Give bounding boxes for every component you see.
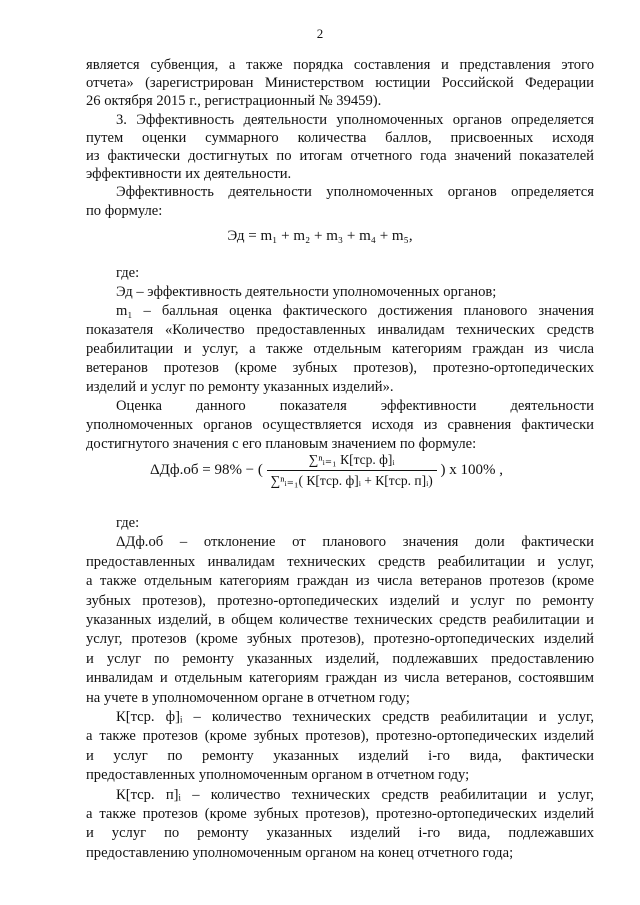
- page-number: 2: [316, 26, 324, 41]
- formula-numerator: ∑ⁿᵢ₌₁ К[тср. ф]ᵢ: [267, 452, 437, 471]
- text-line: достигнутого значения с его плановым значением по формуле:: [86, 436, 477, 452]
- text-line: зубных протезов), протезно-ортопедических изделий и услуг по ремонту: [86, 592, 594, 609]
- text-line: ветеранов протезов (кроме зубных протезов), протезно-ортопедических: [86, 360, 594, 376]
- text-line: показателя «Количество предоставленных инвалидам технических средств: [86, 322, 594, 338]
- text-line: является субвенция, а также порядка составления и представления этого: [86, 57, 594, 73]
- text-line: реабилитации и услуг, а также отдельным категориям граждан из числа: [86, 341, 594, 357]
- text-line: где:: [116, 515, 140, 531]
- text-line: предоставленных уполномоченным органом в отчетном году;: [86, 767, 470, 784]
- text-line: из фактически достигнутых по итогам отчетного года значений показателей: [86, 148, 594, 164]
- text-line: и услуг по ремонту указанных изделий i-го вида, фактически: [86, 747, 594, 764]
- text-line: на учете в уполномоченном органе в отчетном году;: [86, 689, 410, 706]
- text-line: инвалидам и отдельным категориям граждан из числа ветеранов, состоявшим: [86, 670, 594, 687]
- text-line: а также протезов (кроме зубных протезов), протезно-ортопедических изделий: [86, 728, 594, 745]
- text-line: указанных изделий, в общем количестве технических средств реабилитации и: [86, 612, 594, 628]
- formula-left: ΔДф.об = 98% − (: [150, 461, 263, 478]
- text-line: эффективности их деятельности.: [86, 166, 292, 183]
- formula-fraction: [267, 452, 437, 489]
- text-line: Эд – эффективность деятельности уполномоченных органов;: [116, 284, 497, 300]
- text-line: ΔДф.об – отклонение от планового значения доли фактически: [116, 534, 594, 551]
- text-line: Оценка данного показателя эффективности деятельности: [116, 398, 594, 414]
- text-line: и услуг по ремонту указанных изделий i-го вида, подлежавших: [86, 825, 594, 842]
- text-line: путем оценки суммарного количества баллов, присвоенных исходя: [86, 129, 594, 146]
- text-line: уполномоченных органов осуществляется исходя из сравнения фактически: [86, 417, 594, 433]
- formula-right: ) x 100% ,: [440, 461, 504, 478]
- formula-denominator: ∑ⁿᵢ₌₁( К[тср. ф]ᵢ + К[тср. п]ᵢ): [270, 473, 433, 488]
- text-line: 3. Эффективность деятельности уполномоченных органов определяется: [116, 111, 594, 128]
- text-line: К[тср. п]ᵢ – количество технических средств реабилитации и услуг,: [116, 786, 594, 803]
- text-line: услуг, протезов (кроме зубных протезов), протезно-ортопедических изделий: [86, 631, 594, 648]
- text-line: а также отдельным категориям граждан из числа ветеранов протезов (кроме: [86, 573, 594, 590]
- text-line: предоставленных инвалидам технических средств реабилитации и услуг,: [86, 553, 594, 570]
- text-line: предоставлению уполномоченным органом на конец отчетного года;: [86, 844, 514, 861]
- text-line: а также протезов (кроме зубных протезов), протезно-ортопедических изделий: [86, 806, 594, 822]
- text-line: Эффективность деятельности уполномоченных органов определяется: [116, 184, 594, 201]
- formula-efficiency: Эд = m₁ + m₂ + m₃ + m₄ + m₅,: [227, 228, 413, 244]
- formula-deviation: [150, 452, 570, 489]
- text-line: и услуг по ремонту указанных изделий, подлежавших предоставлению: [86, 650, 594, 667]
- text-line: m₁ – балльная оценка фактического достижения планового значения: [116, 303, 594, 319]
- text-line: изделий и услуг по ремонту указанных изделий».: [86, 379, 394, 395]
- text-line: где:: [116, 265, 140, 281]
- text-line: по формуле:: [86, 202, 163, 219]
- text-line: К[тср. ф]ᵢ – количество технических средств реабилитации и услуг,: [116, 709, 594, 725]
- text-line: отчета» (зарегистрирован Министерством юстиции Российской Федерации: [86, 75, 594, 92]
- text-line: 26 октября 2015 г., регистрационный № 39459).: [86, 93, 382, 110]
